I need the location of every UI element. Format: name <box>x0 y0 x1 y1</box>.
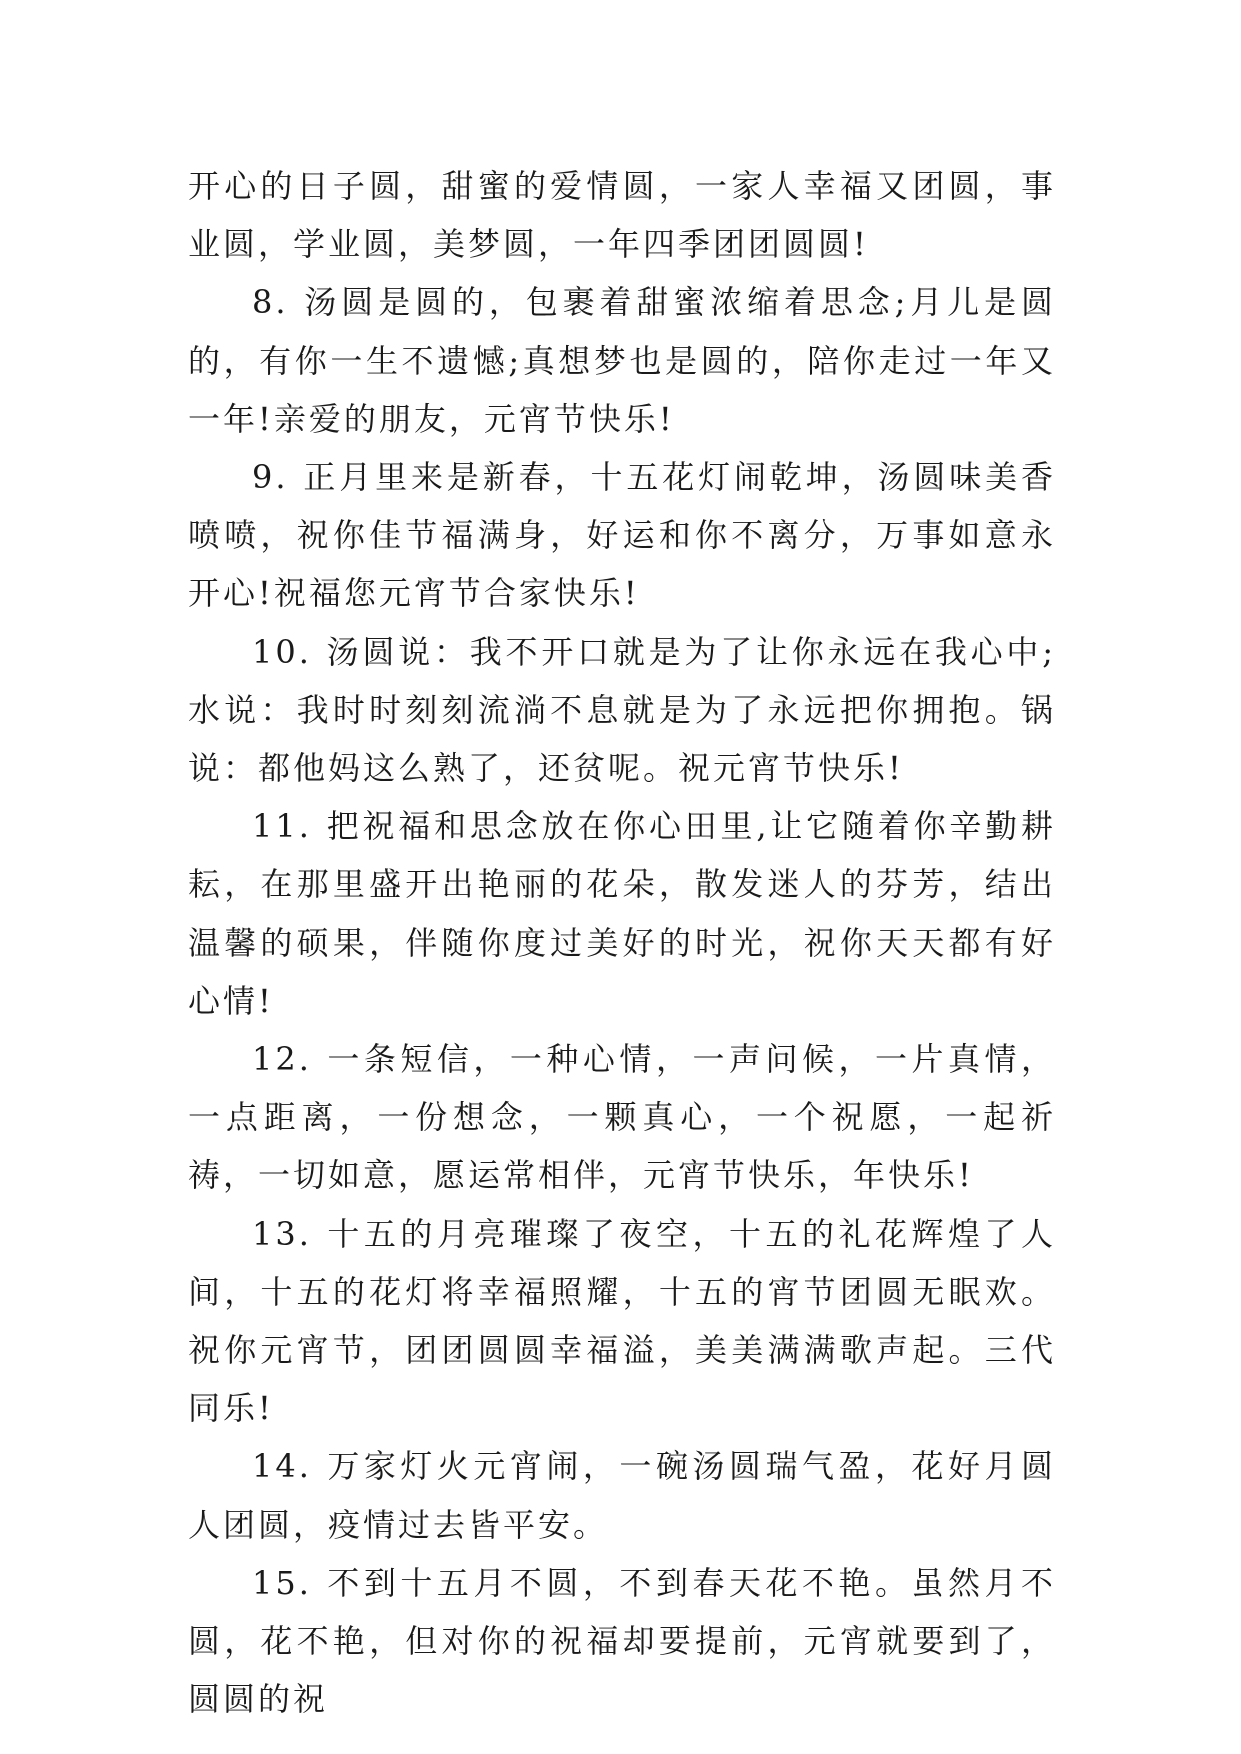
paragraph-text: 正月里来是新春，十五花灯闹乾坤，汤圆味美香喷喷，祝你佳节福满身，好运和你不离分，万事如意永开心!祝福您元宵节合家快乐! <box>188 458 1056 613</box>
paragraph-13 <box>188 1205 1056 1438</box>
paragraph-number: 9. <box>252 458 289 497</box>
paragraph-10 <box>188 623 1056 798</box>
paragraph-11 <box>188 797 1056 1030</box>
paragraph-text: 十五的月亮璀璨了夜空，十五的礼花辉煌了人间，十五的花灯将幸福照耀，十五的宵节团圆无眠欢。祝你元宵节，团团圆圆幸福溢，美美满满歌声起。三代同乐! <box>188 1214 1056 1428</box>
paragraph-14 <box>188 1437 1056 1553</box>
paragraph-number: 13. <box>252 1214 312 1253</box>
paragraph-text: 汤圆是圆的，包裹着甜蜜浓缩着思念;月儿是圆的，有你一生不遗憾;真想梦也是圆的，陪你走过一年又一年!亲爱的朋友，元宵节快乐! <box>188 283 1056 438</box>
paragraph-9 <box>188 448 1056 623</box>
paragraph-text: 不到十五月不圆，不到春天花不艳。虽然月不圆，花不艳，但对你的祝福却要提前，元宵就要到了，圆圆的祝 <box>188 1563 1056 1719</box>
paragraph-text: 汤圆说：我不开口就是为了让你永远在我心中;水说：我时时刻刻流淌不息就是为了永远把你拥抱。锅说：都他妈这么熟了，还贫呢。祝元宵节快乐! <box>188 632 1056 788</box>
paragraph-number: 14. <box>252 1447 312 1486</box>
document-body <box>188 157 1056 1728</box>
paragraph-number: 11. <box>252 807 312 846</box>
paragraph-continued <box>188 157 1056 273</box>
paragraph-text: 开心的日子圆，甜蜜的爱情圆，一家人幸福又团圆，事业圆，学业圆，美梦圆，一年四季团团圆圆! <box>188 167 1056 264</box>
paragraph-number: 12. <box>252 1040 312 1079</box>
paragraph-text: 一条短信，一种心情，一声问候，一片真情，一点距离，一份想念，一颗真心，一个祝愿，一起祈祷，一切如意，愿运常相伴，元宵节快乐，年快乐! <box>188 1040 1056 1195</box>
paragraph-text: 把祝福和思念放在你心田里,让它随着你辛勤耕耘，在那里盛开出艳丽的花朵，散发迷人的芬芳，结出温馨的硕果，伴随你度过美好的时光，祝你天天都有好心情! <box>188 807 1056 1020</box>
paragraph-text: 万家灯火元宵闹，一碗汤圆瑞气盈，花好月圆人团圆，疫情过去皆平安。 <box>188 1447 1056 1544</box>
paragraph-number: 8. <box>252 283 289 322</box>
paragraph-12 <box>188 1030 1056 1205</box>
paragraph-8 <box>188 273 1056 448</box>
paragraph-15 <box>188 1554 1056 1729</box>
paragraph-number: 15. <box>252 1563 312 1602</box>
paragraph-number: 10. <box>252 632 312 671</box>
